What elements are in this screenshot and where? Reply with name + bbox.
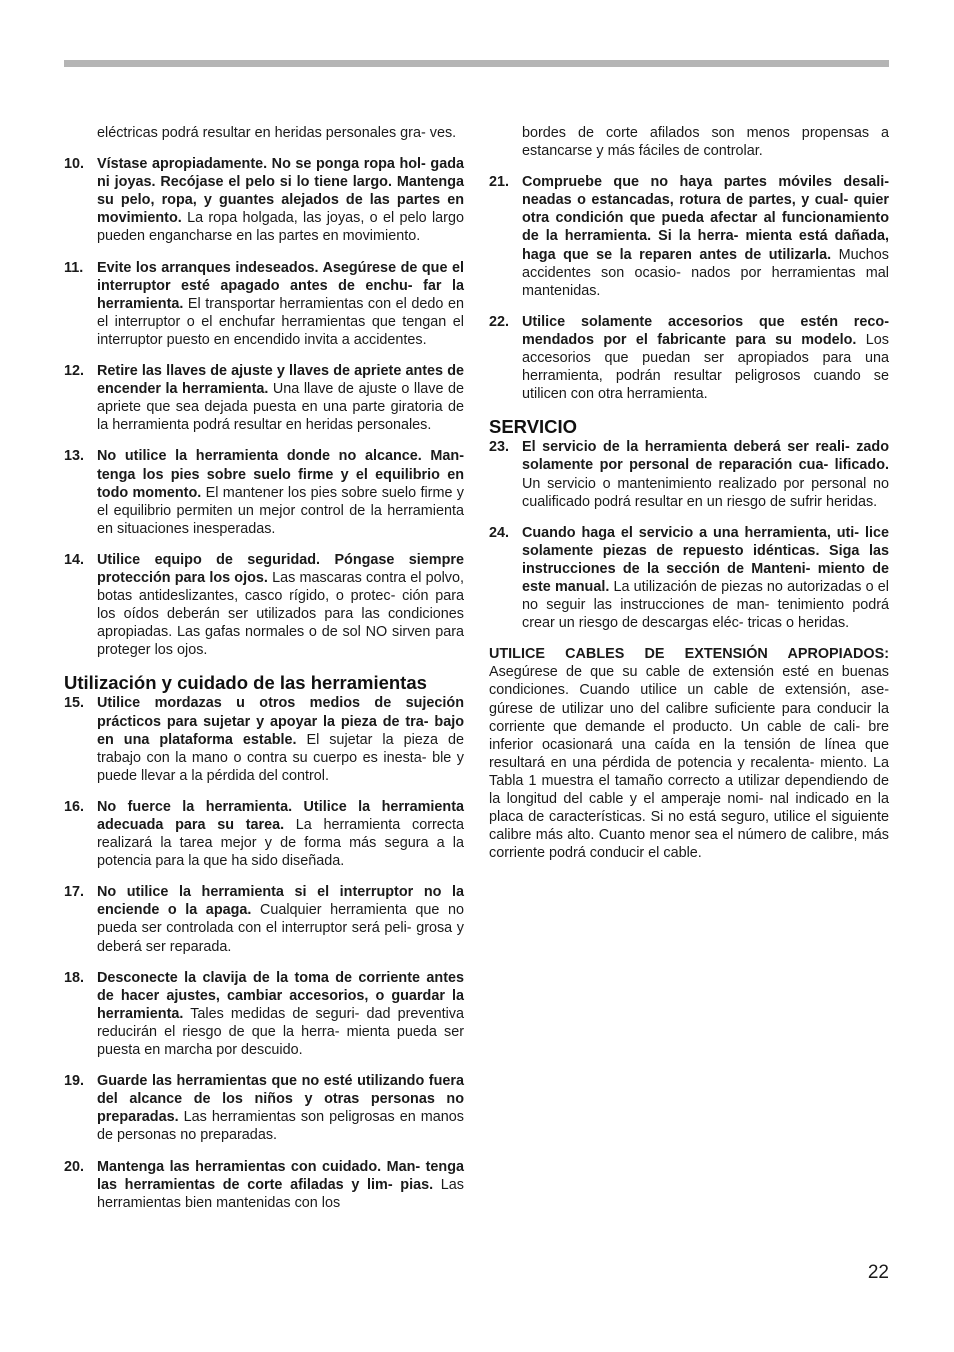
safety-list-tool-use [64, 694, 464, 1211]
extension-cable-paragraph [489, 645, 889, 862]
item-number: 23. [489, 439, 510, 456]
item-bold-text: Retire las llaves de ajuste y llaves de apriete antes de encender la herramienta. [97, 363, 464, 398]
header-rule [64, 60, 889, 67]
item-number: 16. [64, 798, 85, 815]
list-item [64, 1072, 464, 1144]
item-number: 15. [64, 695, 85, 712]
item-bold-text: Vístase apropiadamente. No se ponga ropa hol- gada ni joyas. Recójase el pelo si lo tiene largo. Mantenga su pelo, ropa, y guantes alejados de las partes en movimiento. [97, 156, 464, 227]
item-number: 11. [64, 259, 84, 276]
item-body-text: La utilización de piezas no autorizadas o el no seguir las instrucciones de man- tenimiento podrá crear un riesgo de descargas eléc- tricas o heridas. [522, 578, 889, 632]
item-bold-text: Evite los arranques indeseados. Asegúrese de que el interruptor esté apagado antes de enchu- far la herramienta. [97, 259, 464, 312]
safety-list-personal [64, 155, 464, 659]
list-item [489, 313, 889, 403]
item-number: 12. [64, 363, 85, 380]
list-item [489, 173, 889, 300]
item-bold-text: Utilice mordazas u otros medios de sujeción prácticos para sujetar y apoyar la pieza de tra- bajo en una plataforma estable. [97, 695, 464, 748]
page-number: 22 [867, 1262, 889, 1283]
item-bold-text: No utilice la herramienta si el interruptor no la enciende o la apaga. [97, 884, 464, 919]
list-item [64, 798, 464, 870]
item-bold-text: Utilice solamente accesorios que estén reco- mendados por el fabricante para su modelo. [522, 313, 889, 348]
item-body-text: Muchos accidentes son ocasio- nados por herramientas mal mantenidas. [522, 246, 889, 299]
item-body-text: La herramienta correcta realizará la tarea mejor y de forma más segura a la potencia para la que ha sido diseñada. [97, 817, 464, 870]
item-body-text: Cualquier herramienta que no pueda ser controlada con el interruptor será peli- grosa y deberá ser reparada. [97, 902, 464, 955]
item-number: 21. [489, 174, 510, 191]
list-item [64, 447, 464, 537]
item-body-text: Los accesorios que puedan ser apropiados para una herramienta, podrán resultar peligrosos cuando se utilicen con otra herramienta. [522, 331, 889, 403]
list-item [64, 362, 464, 434]
right-column [489, 124, 889, 862]
item-body-text: Las herramientas son peligrosas en manos de personas no preparadas. [97, 1109, 464, 1144]
list-item [64, 969, 464, 1059]
list-item [64, 259, 464, 349]
extension-cable-text: Asegúrese de que su cable de extensión esté en buenas condiciones. Cuando utilice un cable de extensión, ase- gúrese de utilizar uno del calibre suficiente para conducir la corriente que demande el producto. Un cable de cali- bre inferior ocasionará una caída en la tensión de línea que resultará en una pérdida de potencia y recalenta- miento. La Tabla 1 muestra el tamaño correcto a utilizar dependiendo de la longitud del cable y el amperaje nomi- nal indicado en la placa de características. Si no está seguro, utilice el siguiente calibre más alto. Cuanto menor sea el número de calibre, más corriente podrá conducir el cable. [489, 664, 889, 862]
item-number: 19. [64, 1073, 85, 1090]
list-item [489, 438, 889, 510]
item-bold-text: El servicio de la herramienta deberá ser reali- zado solamente por personal de reparación cua- lificado. [522, 439, 889, 474]
list-item [64, 883, 464, 955]
item-bold-text: Guarde las herramientas que no esté utilizando fuera del alcance de los niños y otras personas no preparadas. [97, 1073, 464, 1126]
extension-cable-title: UTILICE CABLES DE EXTENSIÓN APROPIADOS: [489, 646, 889, 663]
item-number: 22. [489, 313, 510, 330]
item-bold-text: Desconecte la clavija de la toma de corriente antes de hacer ajustes, cambiar accesorios, o guardar la herramienta. [97, 969, 464, 1022]
item-number: 18. [64, 969, 85, 986]
list-item [489, 524, 889, 633]
item-body-text: Una llave de ajuste o llave de apriete que sea dejada puesta en una parte giratoria de la herramienta podrá resultar en heridas personales. [97, 381, 464, 434]
item-body-text: Las herramientas bien mantenidas con los [97, 1176, 464, 1211]
continuation-text: bordes de corte afilados son menos propensas a estancarse y más fáciles de controlar. [522, 125, 889, 160]
list-item [64, 694, 464, 784]
item-number: 10. [64, 156, 85, 173]
item-body-text: Tales medidas de seguri- dad preventiva reducirán el riesgo de que la herra- mienta pueda ser puesta en marcha por descuido. [97, 1005, 464, 1059]
item-number: 24. [489, 524, 510, 541]
section-heading-service: SERVICIO [489, 416, 578, 438]
item-body-text: El transportar herramientas con el dedo en el interruptor o el enchufar herramientas que tengan el interruptor puesto en encendido invita a accidentes. [97, 295, 464, 348]
item-body-text: La ropa holgada, las joyas, o el pelo largo pueden engancharse en las partes en movimiento. [97, 210, 464, 245]
list-item [64, 155, 464, 245]
continuation-text: eléctricas podrá resultar en heridas personales gra- ves. [97, 125, 457, 141]
item-bold-text: Compruebe que no haya partes móviles desali- neadas o estancadas, rotura de partes, y cual- quier otra condición que pueda afectar al funcionamiento de la herramienta. Si la herra- mienta está dañada, haga que se la reparen antes de utilizarla. [522, 174, 889, 263]
item-body-text: El sujetar la pieza de trabajo con la mano o contra su cuerpo es inesta- ble y puede llevar a la pérdida del control. [97, 731, 464, 784]
item-number: 13. [64, 448, 85, 465]
list-item [64, 1158, 464, 1212]
item-bold-text: No fuerce la herramienta. Utilice la herramienta adecuada para su tarea. [97, 798, 464, 833]
list-item [64, 551, 464, 660]
left-column [64, 124, 464, 1225]
item-body-text: Las mascaras contra el polvo, botas antideslizantes, casco rígido, o protec- ción para los oídos deberán ser utilizados para las condiciones apropiadas. Las gafas normales o de sol NO sirven para proteger los ojos. [97, 569, 464, 659]
item-number: 17. [64, 884, 85, 901]
item-number: 14. [64, 551, 85, 568]
item-body-text: El mantener los pies sobre suelo firme y el equilibrio permiten un mejor control de la herramienta en situaciones inesperadas. [97, 484, 464, 537]
section-heading-tool-use: Utilización y cuidado de las herramientas [64, 672, 427, 694]
item-bold-text: Cuando haga el servicio a una herramienta, uti- lice solamente piezas de repuesto idénticas. Siga las instrucciones de la sección de Manteni- miento de este manual. [522, 524, 889, 595]
item-number: 20. [64, 1158, 85, 1175]
safety-list-service [489, 438, 889, 632]
safety-list-tool-use-cont [489, 173, 889, 403]
item-bold-text: Utilice equipo de seguridad. Póngase siempre protección para los ojos. [97, 551, 464, 586]
item-body-text: Un servicio o mantenimiento realizado por personal no cualificado podrá resultar en un riesgo de sufrir heridas. [522, 475, 889, 510]
item-bold-text: Mantenga las herramientas con cuidado. Man- tenga las herramientas de corte afiladas y lim- pias. [97, 1158, 464, 1193]
item-bold-text: No utilice la herramienta donde no alcance. Man- tenga los pies sobre suelo firme y el equilibrio en todo momento. [97, 448, 464, 501]
